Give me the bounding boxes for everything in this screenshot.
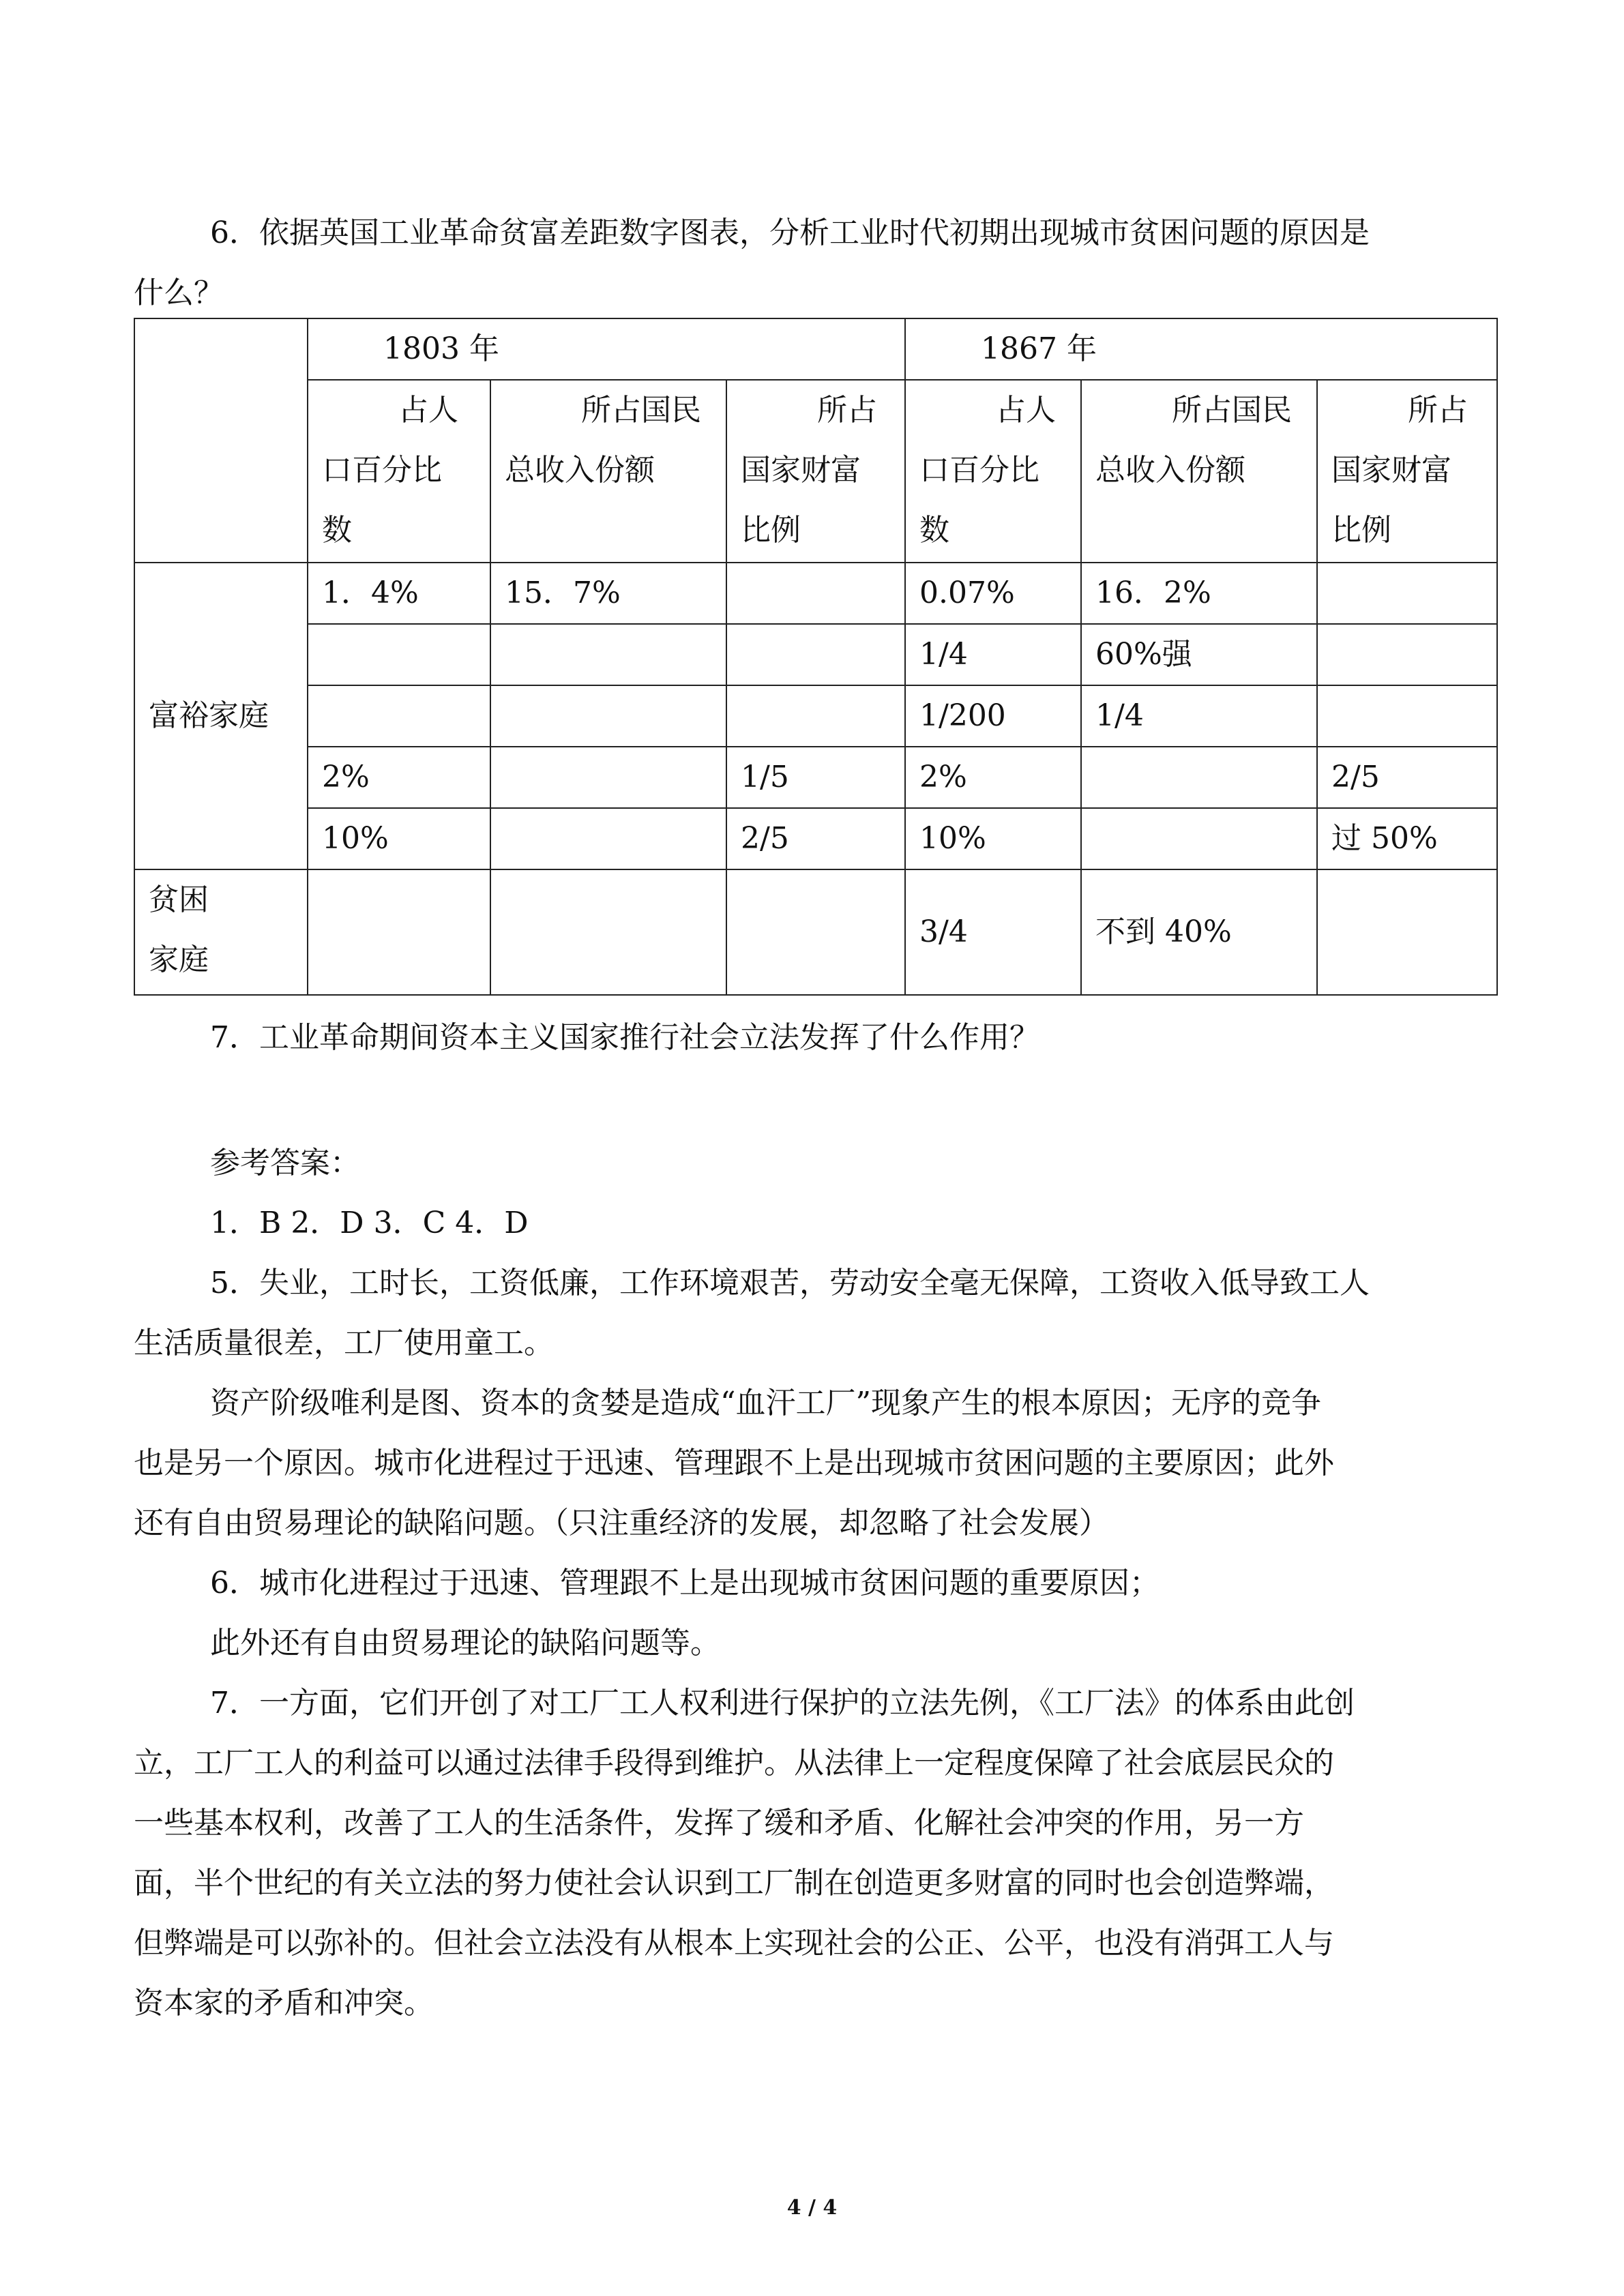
table-row — [134, 563, 1497, 624]
answer-5-para2-line-2: 也是另一个原因。城市化进程过于迅速、管理跟不上是出现城市贫困问题的主要原因；此外 — [134, 1446, 1334, 1480]
year-1803-header: 1803 年 — [308, 318, 905, 380]
table-cell — [308, 685, 490, 747]
answer-5-line-2: 生活质量很差，工厂使用童工。 — [134, 1326, 554, 1360]
table-cell: 10% — [905, 808, 1081, 869]
table-cell: 15．7% — [490, 563, 726, 624]
col-pop-1867: 占人 口百分比 数 — [905, 380, 1081, 563]
answer-5-line-1: 5．失业，工时长，工资低廉，工作环境艰苦，劳动安全毫无保障，工资收入低导致工人 — [210, 1266, 1370, 1300]
table-row — [134, 808, 1497, 869]
table-cell — [490, 685, 726, 747]
table-cell: 60%强 — [1081, 624, 1317, 685]
answer-7-line-1: 7．一方面，它们开创了对工厂工人权利进行保护的立法先例，《工厂法》的体系由此创 — [210, 1686, 1355, 1720]
table-cell — [726, 685, 905, 747]
table-cell: 1/200 — [905, 685, 1081, 747]
answers-section — [134, 1133, 1491, 2033]
answers-heading: 参考答案： — [210, 1146, 360, 1180]
answer-6-line-1: 6．城市化进程过于迅速、管理跟不上是出现城市贫困问题的重要原因； — [210, 1566, 1160, 1600]
question-6 — [134, 203, 1491, 323]
table-cell — [726, 869, 905, 995]
corner-cell — [134, 318, 308, 563]
question-7 — [134, 1008, 1491, 1068]
rich-family-label: 富裕家庭 — [134, 563, 308, 869]
table-cell — [1317, 869, 1497, 995]
table-row — [134, 747, 1497, 808]
table-cell: 1/4 — [905, 624, 1081, 685]
table-cell — [1317, 685, 1497, 747]
table-cell: 2% — [308, 747, 490, 808]
table-row — [134, 624, 1497, 685]
table-cell — [490, 747, 726, 808]
table-cell: 1/4 — [1081, 685, 1317, 747]
wealth-gap-table — [134, 318, 1498, 996]
table-cell — [1317, 624, 1497, 685]
table-cell: 10% — [308, 808, 490, 869]
poor-family-label: 贫困 家庭 — [134, 869, 308, 995]
col-wealth-1867: 所占 国家财富 比例 — [1317, 380, 1497, 563]
table-cell — [490, 869, 726, 995]
col-wealth-1803: 所占 国家财富 比例 — [726, 380, 905, 563]
table-cell — [490, 808, 726, 869]
question-6-line-1: 6．依据英国工业革命贫富差距数字图表，分析工业时代初期出现城市贫困问题的原因是 — [210, 215, 1370, 250]
col-income-1867: 所占国民 总收入份额 — [1081, 380, 1317, 563]
year-1867-header: 1867 年 — [905, 318, 1497, 380]
answer-5-para2-line-3: 还有自由贸易理论的缺陷问题。（只注重经济的发展，却忽略了社会发展） — [134, 1506, 1109, 1540]
answer-7-line-6: 资本家的矛盾和冲突。 — [134, 1986, 434, 2021]
answer-1-4: 1．B 2．D 3．C 4．D — [210, 1206, 529, 1240]
answer-7-line-3: 一些基本权利，改善了工人的生活条件，发挥了缓和矛盾、化解社会冲突的作用，另一方 — [134, 1806, 1304, 1840]
question-6-line-2: 什么？ — [134, 275, 224, 310]
answer-7-line-5: 但弊端是可以弥补的。但社会立法没有从根本上实现社会的公正、公平，也没有消弭工人与 — [134, 1926, 1334, 1960]
table-cell — [1081, 808, 1317, 869]
answer-7-line-2: 立，工厂工人的利益可以通过法律手段得到维护。从法律上一定程度保障了社会底层民众的 — [134, 1746, 1334, 1780]
table-cell: 2/5 — [726, 808, 905, 869]
table-cell: 1/5 — [726, 747, 905, 808]
table-cell — [1317, 563, 1497, 624]
answer-5-para2-line-1: 资产阶级唯利是图、资本的贪婪是造成“血汗工厂”现象产生的根本原因；无序的竞争 — [210, 1386, 1321, 1420]
table-cell — [726, 624, 905, 685]
table-cell: 1．4% — [308, 563, 490, 624]
answer-7-line-4: 面，半个世纪的有关立法的努力使社会认识到工厂制在创造更多财富的同时也会创造弊端， — [134, 1866, 1334, 1900]
table-row — [134, 685, 1497, 747]
table-cell — [490, 624, 726, 685]
table-cell: 0.07% — [905, 563, 1081, 624]
question-7-text: 7．工业革命期间资本主义国家推行社会立法发挥了什么作用？ — [210, 1020, 1039, 1055]
table-cell — [308, 869, 490, 995]
table-cell — [1081, 747, 1317, 808]
table-cell: 不到 40% — [1081, 869, 1317, 995]
table-row — [134, 869, 1497, 995]
col-pop-1803: 占人 口百分比 数 — [308, 380, 490, 563]
answer-6-line-2: 此外还有自由贸易理论的缺陷问题等。 — [210, 1626, 720, 1660]
table-cell: 3/4 — [905, 869, 1081, 995]
col-income-1803: 所占国民 总收入份额 — [490, 380, 726, 563]
page-number: 4 / 4 — [786, 2196, 838, 2220]
table-cell — [308, 624, 490, 685]
table-cell: 2/5 — [1317, 747, 1497, 808]
table-cell: 2% — [905, 747, 1081, 808]
table-cell: 16．2% — [1081, 563, 1317, 624]
table-cell — [726, 563, 905, 624]
table-cell: 过 50% — [1317, 808, 1497, 869]
